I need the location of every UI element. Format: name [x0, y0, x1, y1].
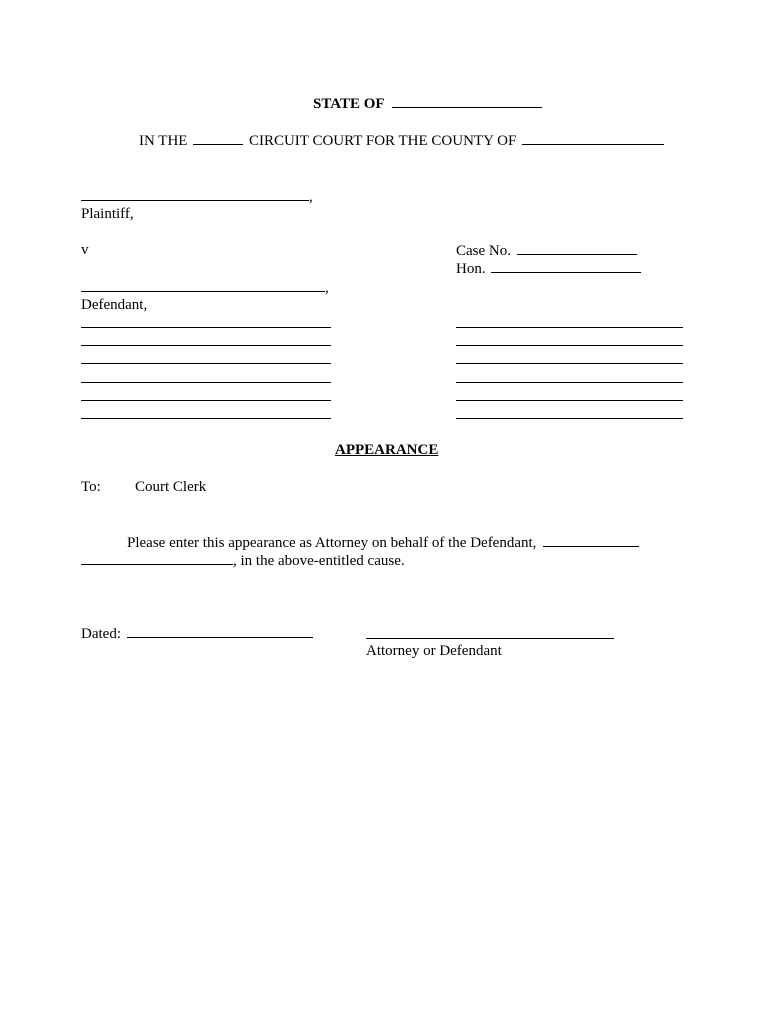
court-prefix: IN THE: [139, 133, 188, 149]
left-block-line[interactable]: [81, 400, 331, 401]
defendant-comma: ,: [325, 280, 329, 296]
dated-blank[interactable]: [127, 624, 313, 638]
dated-line: [81, 624, 313, 643]
defendant-entry-blank[interactable]: [543, 533, 639, 547]
defendant-name-line: [81, 278, 329, 297]
left-block-line[interactable]: [81, 418, 331, 419]
body-text-2: , in the above-entitled cause.: [233, 553, 405, 569]
plaintiff-comma: ,: [309, 189, 313, 205]
court-line: [139, 131, 664, 150]
county-blank[interactable]: [522, 131, 664, 145]
left-block-line[interactable]: [81, 345, 331, 346]
right-block-line[interactable]: [456, 400, 683, 401]
to-label: To:: [81, 479, 101, 495]
court-middle: CIRCUIT COURT FOR THE COUNTY OF: [248, 133, 517, 149]
right-block-line[interactable]: [456, 382, 683, 383]
signature-line[interactable]: [366, 638, 614, 639]
left-block-line[interactable]: [81, 382, 331, 383]
left-block-line[interactable]: [81, 327, 331, 328]
plaintiff-name-line: [81, 187, 313, 206]
left-block-line[interactable]: [81, 363, 331, 364]
defendant-entry-blank-2[interactable]: [81, 551, 233, 565]
state-blank[interactable]: [392, 94, 542, 108]
dated-label: Dated:: [81, 626, 121, 642]
case-number-label: Case No.: [456, 243, 511, 259]
document-title: APPEARANCE: [335, 442, 439, 458]
versus-label: v: [81, 242, 89, 258]
circuit-number-blank[interactable]: [193, 131, 243, 145]
judge-label: Hon.: [456, 261, 486, 277]
right-block-line[interactable]: [456, 363, 683, 364]
body-line-2: [81, 551, 405, 570]
defendant-label: Defendant,: [81, 297, 148, 313]
signer-label: Attorney or Defendant: [366, 643, 502, 659]
case-number-line: [456, 241, 637, 260]
plaintiff-label: Plaintiff,: [81, 206, 134, 222]
to-recipient: Court Clerk: [135, 479, 207, 495]
state-label: STATE OF: [313, 96, 384, 112]
case-number-blank[interactable]: [517, 241, 637, 255]
body-text-1: Please enter this appearance as Attorney on behalf of the Defendant,: [127, 535, 537, 551]
judge-blank[interactable]: [491, 259, 641, 273]
state-line: [313, 94, 542, 113]
plaintiff-name-blank[interactable]: [81, 187, 309, 201]
body-line-1: [127, 533, 639, 552]
defendant-name-blank[interactable]: [81, 278, 325, 292]
judge-line: [456, 259, 641, 278]
right-block-line[interactable]: [456, 418, 683, 419]
right-block-line[interactable]: [456, 327, 683, 328]
right-block-line[interactable]: [456, 345, 683, 346]
